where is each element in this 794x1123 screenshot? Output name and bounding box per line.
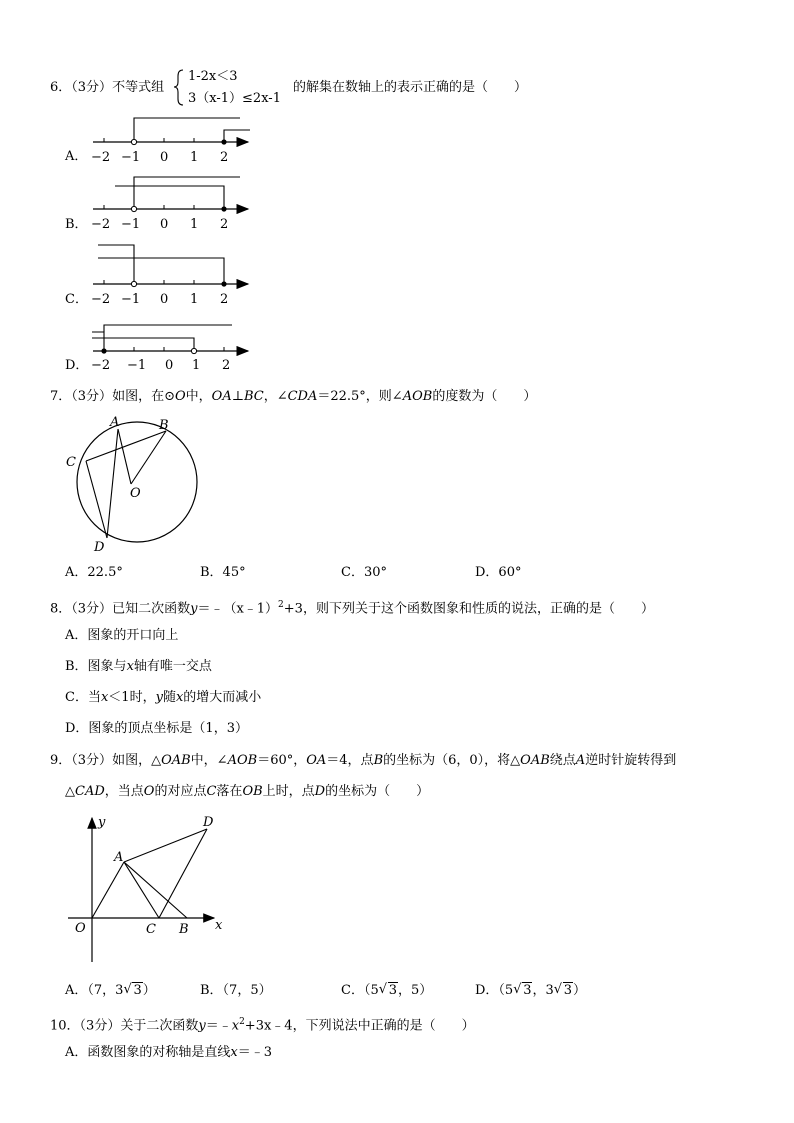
q10-choice-a[interactable]: A．函数图象的对称轴是直线x＝﹣3 bbox=[65, 1045, 273, 1060]
tick-label: 2 bbox=[220, 292, 229, 307]
tick-label: −1 bbox=[121, 150, 141, 165]
question-number: 6． bbox=[50, 80, 72, 95]
tick-label: −1 bbox=[127, 358, 147, 373]
tick-label: 2 bbox=[222, 358, 231, 373]
q9-stem-line2: △CAD，当点O的对应点C落在OB上时，点D的坐标为（ ） bbox=[65, 784, 430, 799]
q9-choice-c[interactable]: C．（5 √ 3，5） bbox=[341, 982, 433, 998]
score: （3分） bbox=[71, 601, 113, 617]
tick-label: −2 bbox=[91, 217, 111, 232]
axis-label-y: y bbox=[98, 815, 106, 830]
q8-choice-a[interactable]: A．图象的开口向上 bbox=[65, 628, 179, 643]
q6-option-a[interactable]: A． bbox=[65, 149, 88, 164]
q7-choice-c[interactable]: C．30° bbox=[341, 565, 387, 580]
q9-choice-d[interactable]: D．（5 √ 3，3 √ 3） bbox=[475, 982, 587, 998]
tick-label: −1 bbox=[121, 217, 141, 232]
tick-label: 1 bbox=[190, 217, 199, 232]
q7-choice-a[interactable]: A．22.5° bbox=[65, 565, 123, 580]
q6-option-d[interactable]: D． bbox=[65, 358, 89, 373]
q8-choice-d[interactable]: D．图象的顶点坐标是（1，3） bbox=[65, 721, 248, 736]
score: （3分） bbox=[71, 389, 113, 404]
q8-choice-b[interactable]: B．图象与x轴有唯一交点 bbox=[65, 659, 212, 674]
point-label-c: C bbox=[66, 455, 76, 470]
score: （3分） bbox=[71, 80, 113, 95]
tick-label: −2 bbox=[91, 150, 111, 165]
point-label-a: A bbox=[114, 850, 124, 865]
tick-label: −1 bbox=[121, 292, 141, 307]
tick-label: 0 bbox=[160, 150, 169, 165]
q9-choice-b[interactable]: B．（7，5） bbox=[200, 983, 272, 998]
tick-label: −2 bbox=[91, 358, 111, 373]
tick-label: 1 bbox=[192, 358, 201, 373]
point-label-d: D bbox=[94, 540, 105, 555]
question-number: 10． bbox=[50, 1018, 80, 1034]
tick-label: 0 bbox=[160, 292, 169, 307]
q8-stem: 8．（3分）已知二次函数y＝﹣（x﹣1）$^2$+3，则下列关于这个函数图象和性质的说法，正确的是（ ） bbox=[50, 600, 654, 617]
q7-stem: 7．（3分）如图，在⊙O中，OA⊥BC，∠CDA＝22.5°，则∠AOB的度数为（ ） bbox=[50, 389, 537, 404]
tick-label: 0 bbox=[165, 358, 174, 373]
stem-text: 不等式组 bbox=[112, 80, 165, 95]
q6-ineq2: 3（x-1）≤2x-1 bbox=[188, 91, 281, 106]
tick-label: 2 bbox=[220, 217, 229, 232]
point-label-c: C bbox=[146, 922, 156, 937]
q6-ineq1: 1-2x＜3 bbox=[188, 69, 238, 84]
q10-stem: 10．（3分）关于二次函数$y=﹣x^2+3x﹣4$，下列说法中正确的是（ ） bbox=[50, 1017, 475, 1034]
q6-option-b[interactable]: B． bbox=[65, 217, 88, 232]
q7-choice-b[interactable]: B．45° bbox=[200, 565, 246, 580]
score: （3分） bbox=[79, 1018, 121, 1034]
tick-label: 2 bbox=[220, 150, 229, 165]
q9-choice-a[interactable]: A．（7，3 √ 3） bbox=[65, 982, 156, 998]
question-number: 8． bbox=[50, 601, 72, 617]
point-label-b: B bbox=[159, 418, 169, 433]
q6-stem-post: 的解集在数轴上的表示正确的是（ ） bbox=[293, 80, 528, 95]
q7-choice-d[interactable]: D．60° bbox=[475, 565, 522, 580]
tick-label: 0 bbox=[160, 217, 169, 232]
q9-stem-line1: 9．（3分）如图，△OAB中，∠AOB＝60°，OA＝4，点B的坐标为（6，0），将△OAB绕点A逆时针旋转得到 bbox=[50, 753, 677, 768]
tick-label: 1 bbox=[190, 150, 199, 165]
question-number: 9． bbox=[50, 753, 72, 768]
point-label-o: O bbox=[130, 486, 141, 501]
point-label-d: D bbox=[203, 815, 214, 830]
tick-label: −2 bbox=[91, 292, 111, 307]
question-number: 7． bbox=[50, 389, 72, 404]
point-label-o: O bbox=[75, 921, 86, 936]
point-label-a: A bbox=[110, 415, 120, 430]
axis-label-x: x bbox=[215, 918, 223, 933]
q8-choice-c[interactable]: C．当x＜1时，y随x的增大而减小 bbox=[65, 690, 262, 705]
score: （3分） bbox=[71, 753, 113, 768]
tick-label: 1 bbox=[190, 292, 199, 307]
point-label-b: B bbox=[179, 922, 189, 937]
q6-option-c[interactable]: C． bbox=[65, 292, 88, 307]
